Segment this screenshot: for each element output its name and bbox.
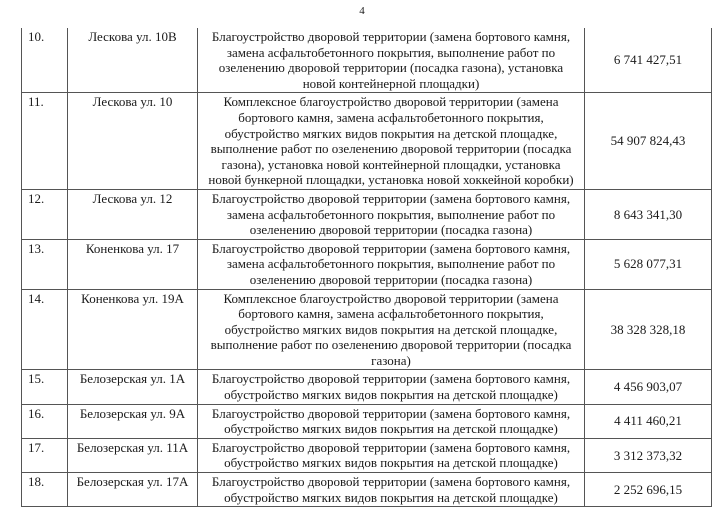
description-line: замена асфальтобетонного покрытия, выполнение работ по (226, 206, 556, 222)
table-row (22, 189, 712, 239)
address-cell: Белозерская ул. 17А (68, 473, 198, 507)
description-line: замена асфальтобетонного покрытия, выполнение работ по (226, 256, 556, 272)
description-line: Благоустройство дворовой территории (замена бортового камня, (211, 474, 571, 490)
address-cell: Лескова ул. 10 (68, 93, 198, 190)
description-line: бортового камня, замена асфальтобетонного покрытия, (238, 306, 544, 322)
description-line: Благоустройство дворовой территории (замена бортового камня, (211, 371, 571, 387)
row-number: 14. (22, 289, 68, 370)
description-line: бортового камня, замена асфальтобетонного покрытия, (238, 109, 544, 125)
description-cell (198, 438, 585, 472)
description-line: газона) (371, 352, 411, 368)
cost-cell: 5 628 077,31 (585, 239, 712, 289)
table-row (22, 239, 712, 289)
address-cell: Коненкова ул. 17 (68, 239, 198, 289)
page-number: 4 (359, 5, 365, 17)
cost-cell: 8 643 341,30 (585, 189, 712, 239)
table-row (22, 438, 712, 472)
table-row (22, 404, 712, 438)
description-line: озеленению дворовой территории (посадка газона) (249, 271, 533, 287)
description-cell (198, 189, 585, 239)
description-line: выполнение работ по озеленению дворовой территории (посадка (210, 141, 572, 157)
address-cell: Белозерская ул. 1А (68, 370, 198, 404)
description-line: озеленению дворовой территории (посадка газона) (249, 222, 533, 238)
description-cell (198, 28, 585, 93)
cost-cell: 4 411 460,21 (585, 404, 712, 438)
description-line: выполнение работ по озеленению дворовой территории (посадка (210, 337, 572, 353)
row-number: 10. (22, 28, 68, 93)
description-cell (198, 473, 585, 507)
description-line: обустройство мягких видов покрытия на детской площадке) (224, 421, 558, 437)
description-line: Комплексное благоустройство дворовой территории (замена (223, 94, 559, 110)
description-cell (198, 370, 585, 404)
address-cell: Лескова ул. 12 (68, 189, 198, 239)
description-line: обустройство мягких видов покрытия на детской площадке, (224, 321, 558, 337)
description-cell (198, 239, 585, 289)
address-cell: Белозерская ул. 9А (68, 404, 198, 438)
cost-cell: 6 741 427,51 (585, 28, 712, 93)
description-line: Благоустройство дворовой территории (замена бортового камня, (211, 240, 571, 256)
row-number: 15. (22, 370, 68, 404)
description-line: озеленению дворовой территории (посадка газона), установка (218, 60, 564, 76)
description-line: обустройство мягких видов покрытия на детской площадке) (224, 489, 558, 505)
row-number: 13. (22, 239, 68, 289)
address-cell: Белозерская ул. 11А (68, 438, 198, 472)
row-number: 17. (22, 438, 68, 472)
description-line: газона), установка новой контейнерной площадки, установка (221, 156, 561, 172)
row-number: 12. (22, 189, 68, 239)
description-line: Комплексное благоустройство дворовой территории (замена (223, 290, 559, 306)
table-row (22, 289, 712, 370)
cost-cell: 54 907 824,43 (585, 93, 712, 190)
table-row (22, 28, 712, 93)
row-number: 11. (22, 93, 68, 190)
description-line: новой контейнерной площадки) (302, 75, 480, 91)
row-number: 18. (22, 473, 68, 507)
table-row (22, 473, 712, 507)
description-line: обустройство мягких видов покрытия на детской площадке) (224, 387, 558, 403)
cost-cell: 2 252 696,15 (585, 473, 712, 507)
description-line: Благоустройство дворовой территории (замена бортового камня, (211, 29, 571, 44)
address-cell: Коненкова ул. 19А (68, 289, 198, 370)
description-cell (198, 289, 585, 370)
description-line: Благоустройство дворовой территории (замена бортового камня, (211, 439, 571, 455)
row-number: 16. (22, 404, 68, 438)
description-line: новой бункерной площадки, установка новой хоккейной коробки) (208, 172, 574, 188)
description-line: Благоустройство дворовой территории (замена бортового камня, (211, 190, 571, 206)
table-row (22, 370, 712, 404)
description-line: обустройство мягких видов покрытия на детской площадке) (224, 455, 558, 471)
description-cell (198, 404, 585, 438)
address-cell: Лескова ул. 10В (68, 28, 198, 93)
description-line: Благоустройство дворовой территории (замена бортового камня, (211, 405, 571, 421)
cost-cell: 4 456 903,07 (585, 370, 712, 404)
description-line: замена асфальтобетонного покрытия, выполнение работ по (226, 44, 556, 60)
cost-cell: 3 312 373,32 (585, 438, 712, 472)
description-cell (198, 93, 585, 190)
table-row (22, 93, 712, 190)
description-line: обустройство мягких видов покрытия на детской площадке, (224, 125, 558, 141)
improvement-table (21, 28, 712, 507)
cost-cell: 38 328 328,18 (585, 289, 712, 370)
